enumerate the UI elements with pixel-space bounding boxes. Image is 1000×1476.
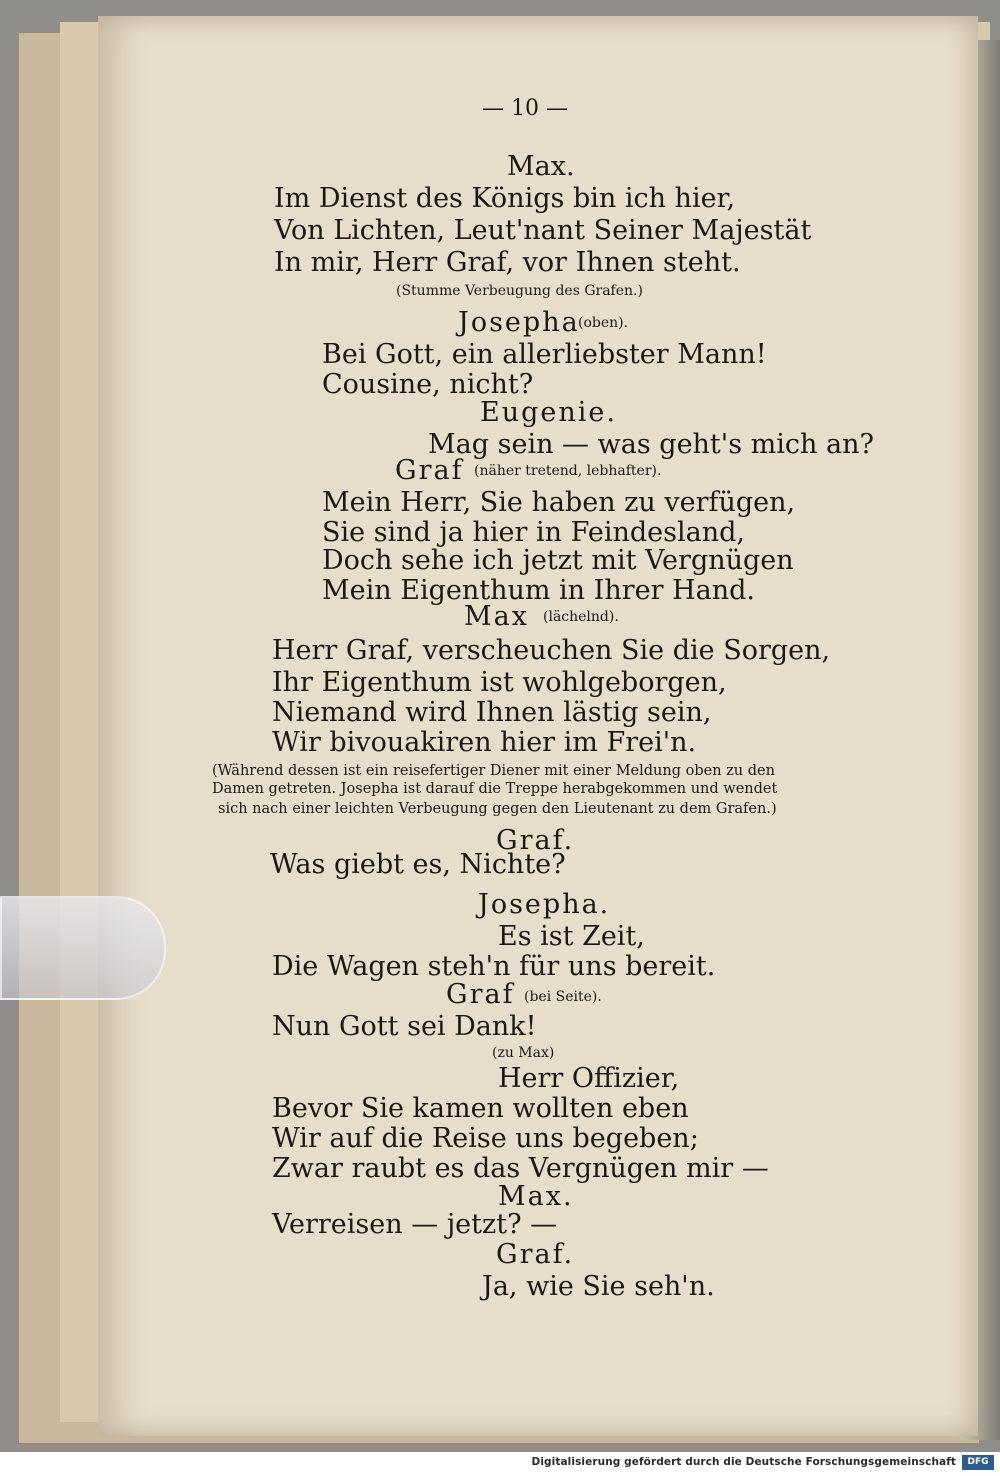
speaker-max: Max. [507, 151, 575, 182]
speaker-graf: Graf [395, 455, 464, 486]
verse-line: Zwar raubt es das Vergnügen mir — [272, 1153, 769, 1184]
verse-line: Ihr Eigenthum ist wohlgeborgen, [272, 667, 727, 698]
verse-line: Nun Gott sei Dank! [272, 1011, 537, 1042]
speaker-graf: Graf. [496, 825, 575, 856]
verse-line: Herr Offizier, [498, 1063, 680, 1094]
speaker-josepha: Josepha [458, 307, 580, 338]
stage-direction: (näher tretend, lebhafter). [474, 463, 662, 479]
verse-line: Im Dienst des Königs bin ich hier, [274, 183, 736, 214]
speaker-eugenie: Eugenie. [480, 397, 617, 428]
verse-line: Niemand wird Ihnen lästig sein, [272, 697, 712, 728]
digitization-credit: Digitalisierung gefördert durch die Deutsche Forschungsgemeinschaft [531, 1456, 956, 1468]
page-clip [0, 896, 166, 1000]
verse-line: Wir bivouakiren hier im Frei'n. [272, 727, 697, 758]
verse-line: Herr Graf, verscheuchen Sie die Sorgen, [272, 635, 831, 666]
verse-line: Doch sehe ich jetzt mit Vergnügen [322, 545, 794, 576]
verse-line: Bevor Sie kamen wollten eben [272, 1093, 689, 1124]
verse-line: Von Lichten, Leut'nant Seiner Majestät [274, 215, 812, 246]
verse-line: Mein Herr, Sie haben zu verfügen, [322, 487, 796, 518]
dfg-logo: DFG [962, 1455, 994, 1470]
stage-direction: Damen getreten. Josepha ist darauf die Treppe herabgekommen und wendet [212, 781, 778, 797]
speaker-max: Max [464, 601, 529, 632]
speaker-graf: Graf. [496, 1239, 575, 1270]
speaker-max: Max. [498, 1181, 574, 1212]
stage-direction: (Während dessen ist ein reisefertiger Diener mit einer Meldung oben zu den [212, 763, 775, 779]
verse-line: Cousine, nicht? [322, 369, 534, 400]
stage-direction: (lächelnd). [543, 609, 619, 625]
verse-line: Verreisen — jetzt? — [272, 1209, 558, 1240]
verse-line: Es ist Zeit, [498, 921, 645, 952]
verse-line: Die Wagen steh'n für uns bereit. [272, 951, 716, 982]
verse-line: Wir auf die Reise uns begeben; [272, 1123, 699, 1154]
stage-direction: (zu Max) [492, 1045, 555, 1061]
speaker-josepha: Josepha. [478, 889, 611, 920]
verse-line: Mag sein — was geht's mich an? [428, 429, 874, 460]
verse-line: Sie sind ja hier in Feindesland, [322, 517, 745, 548]
verse-line: Bei Gott, ein allerliebster Mann! [322, 339, 767, 370]
page-number: — 10 — [482, 96, 568, 121]
verse-line: In mir, Herr Graf, vor Ihnen steht. [274, 247, 741, 278]
stage-direction: (bei Seite). [524, 989, 602, 1005]
verse-line: Ja, wie Sie seh'n. [482, 1271, 715, 1302]
speaker-graf: Graf [446, 979, 515, 1010]
verse-line: Mein Eigenthum in Ihrer Hand. [322, 575, 755, 606]
stage-direction: (Stumme Verbeugung des Grafen.) [396, 283, 643, 299]
stage-direction: (oben). [578, 315, 629, 331]
verse-line: Was giebt es, Nichte? [270, 849, 566, 880]
stage-direction: sich nach einer leichten Verbeugung gegen den Lieutenant zu dem Grafen.) [218, 801, 777, 817]
